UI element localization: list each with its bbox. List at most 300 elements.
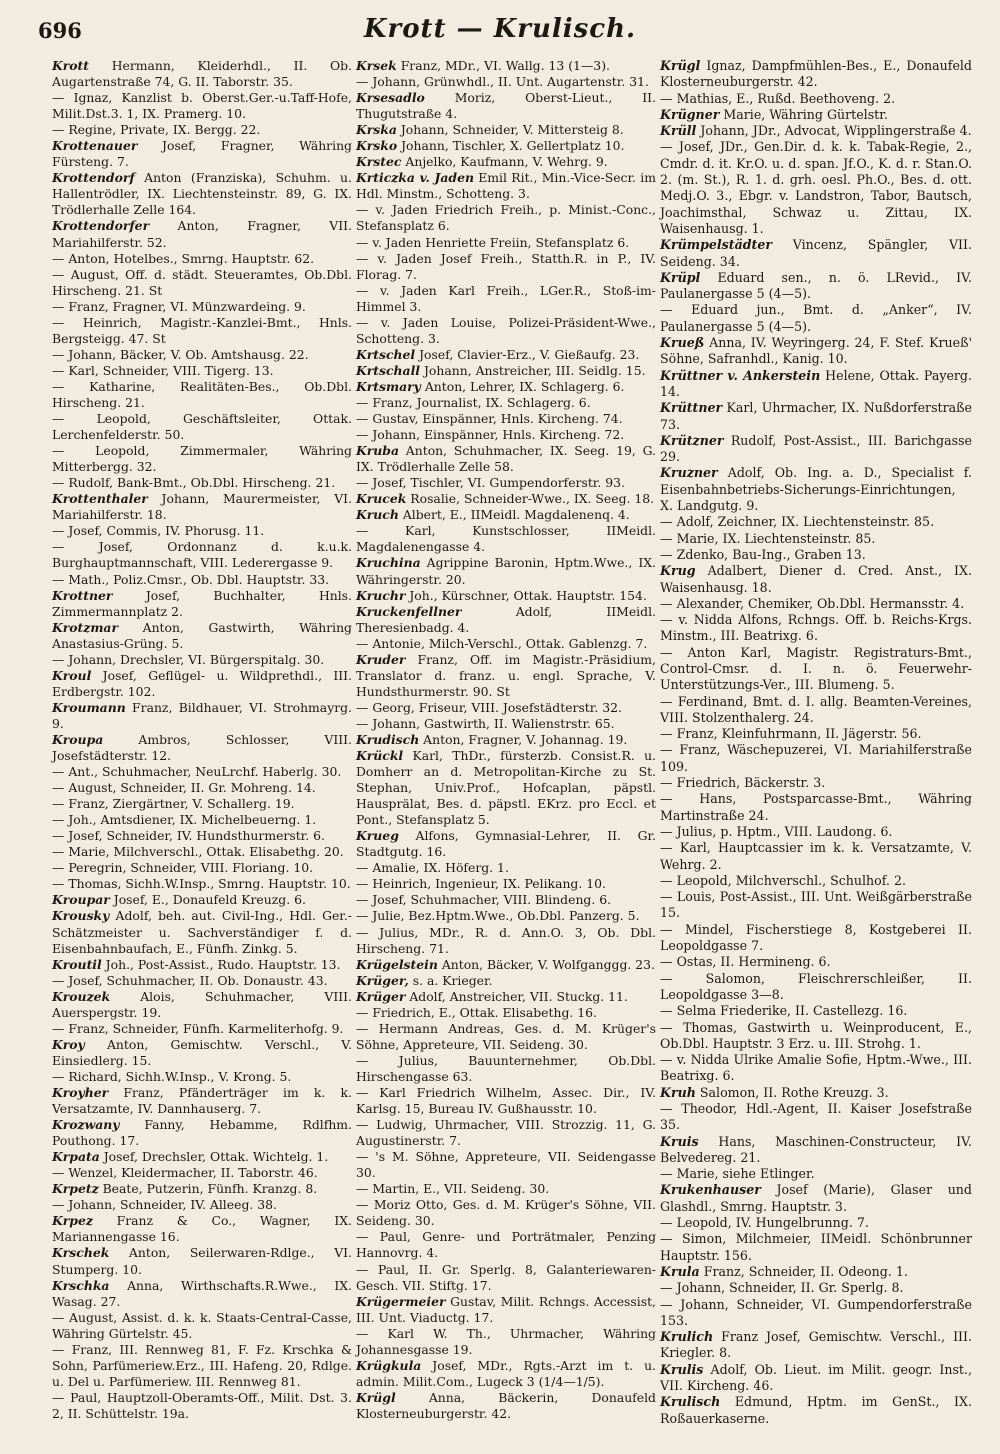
entry-details: Karl, Uhrmacher, IX. Nußdorferstraße 73.: [660, 400, 972, 432]
directory-entry: [356, 170, 656, 202]
entry-details: — Hermann Andreas, Ges. d. M. Krüger's Söhne, Appreteure, VII. Seideng. 30.: [356, 1020, 656, 1052]
directory-entry: [52, 908, 352, 956]
directory-entry: [660, 694, 972, 727]
entry-details: — Marie, Milchverschl., Ottak. Elisabethg. 20.: [52, 844, 344, 860]
column-3: [660, 58, 972, 1427]
directory-entry: [660, 873, 972, 889]
directory-entry: [52, 1390, 352, 1422]
directory-entry: [660, 596, 972, 612]
directory-entry: [52, 652, 352, 668]
entry-details: — Gustav, Einspänner, Hnls. Kircheng. 74.: [356, 411, 623, 427]
entry-details: Johann, Maurermeister, VI. Mariahilferstr. 18.: [52, 491, 352, 523]
entry-surname: Krsesadlo: [356, 90, 425, 106]
entry-details: — Thomas, Sichh.W.Insp., Smrng. Hauptstr. 10.: [52, 876, 351, 892]
directory-entry: [356, 1117, 656, 1149]
entry-details: Franz, Off. im Magistr.-Präsidium, Translator d. franz. u. engl. Sprache, V. Hundsthurmerstr. 90. St: [356, 651, 656, 699]
entry-surname: Krouzek: [52, 988, 111, 1004]
entry-surname: Krulis: [660, 1361, 704, 1377]
entry-surname: Kruba: [356, 443, 399, 459]
directory-entry: [660, 889, 972, 922]
directory-entry: [356, 828, 656, 860]
directory-entry: [52, 90, 352, 122]
entry-details: — Amalie, IX. Höferg. 1.: [356, 860, 509, 876]
directory-entry: [356, 555, 656, 587]
directory-entry: [356, 202, 656, 234]
entry-details: — Ludwig, Uhrmacher, VIII. Strozzig. 11, G. Augustinerstr. 7.: [356, 1117, 656, 1149]
directory-entry: [52, 844, 352, 860]
entry-surname: Krsko: [356, 138, 398, 154]
entry-details: — Johann, Schneider, II. Gr. Sperlg. 8.: [660, 1280, 904, 1296]
directory-entry: [52, 588, 352, 620]
entry-details: — Ferdinand, Bmt. d. I. allg. Beamten-Vereines, VIII. Stolzenthalerg. 24.: [660, 693, 972, 725]
entry-surname: Kruh: [660, 1084, 696, 1100]
entry-surname: Krucek: [356, 491, 407, 507]
directory-entry: [660, 1052, 972, 1085]
entry-details: — Johann, Drechsler, VI. Bürgerspitalg. 30.: [52, 651, 325, 667]
directory-entry: [356, 1262, 656, 1294]
directory-entry: [52, 572, 352, 588]
directory-entry: [52, 267, 352, 299]
entry-details: — Josef, Schuhmacher, II. Ob. Donaustr. 43.: [52, 972, 328, 988]
entry-surname: Krudisch: [356, 731, 420, 747]
directory-entry: [356, 925, 656, 957]
entry-surname: Krueg: [356, 828, 399, 844]
entry-details: — v. Nidda Alfons, Rchngs. Off. b. Reichs-Krgs. Minstm., III. Beatrixg. 6.: [660, 612, 972, 644]
entry-details: Josef (Marie), Glaser und Glashdl., Smrng. Hauptstr. 3.: [660, 1182, 972, 1214]
entry-surname: Krukenhauser: [660, 1182, 761, 1198]
entry-details: Emil Rit., Min.-Vice-Secr. im Hdl. Minstm., Schotteng. 3.: [356, 170, 656, 202]
entry-details: Helene, Ottak. Payerg. 14.: [660, 367, 973, 399]
entry-details: — Ostas, II. Hermineng. 6.: [660, 954, 831, 970]
directory-entry: [356, 1294, 656, 1326]
directory-entry: [660, 531, 972, 547]
directory-entry: [356, 347, 656, 363]
entry-details: — Josef, Tischler, VI. Gumpendorferstr. 93.: [356, 475, 625, 491]
entry-details: Agrippine Baronin, Hptm.Wwe., IX. Währingerstr. 20.: [356, 555, 656, 587]
directory-entry: [356, 122, 656, 138]
entry-surname: Krpez: [52, 1213, 93, 1229]
entry-details: — Karl Friedrich Wilhelm, Assec. Dir., IV. Karlsg. 15, Bureau IV. Gußhausstr. 10.: [356, 1085, 656, 1117]
entry-surname: Krotzmar: [52, 619, 118, 635]
entry-details: — Leopold, IV. Hungelbrunng. 7.: [660, 1215, 869, 1231]
entry-surname: Kroutil: [52, 956, 102, 972]
directory-entry: [660, 514, 972, 530]
directory-entry: [52, 299, 352, 315]
entry-details: Alois, Schuhmacher, VIII. Auerspergstr. 19.: [52, 988, 352, 1020]
directory-entry: [356, 443, 656, 475]
directory-entry: [52, 796, 352, 812]
directory-entry: [660, 1394, 972, 1427]
entry-surname: Krottendorfer: [52, 218, 150, 234]
directory-entry: [660, 335, 972, 368]
entry-details: — v. Jaden Friedrich Freih., p. Minist.-Conc., Stefansplatz 6.: [356, 202, 656, 234]
entry-details: — Julie, Bez.Hptm.Wwe., Ob.Dbl. Panzerg. 5.: [356, 908, 640, 924]
entry-details: — Peregrin, Schneider, VIII. Floriang. 10.: [52, 860, 314, 876]
entry-details: — Julius, Bauunternehmer, Ob.Dbl. Hirschengasse 63.: [356, 1052, 656, 1084]
entry-surname: Krüll: [660, 123, 697, 139]
entry-details: — Anton Karl, Magistr. Registraturs-Bmt., Control-Cmsr. d. I. n. ö. Feuerwehr-Unterstützungs-Ver., III. Blumeng. 5.: [660, 644, 972, 693]
entry-details: Beate, Putzerin, Fünfh. Kranzg. 8.: [102, 1181, 318, 1197]
entry-details: Franz Josef, Gemischtw. Verschl., III. Kriegler. 8.: [660, 1329, 972, 1361]
entry-details: Adolf, Anstreicher, VII. Stuckg. 11.: [409, 988, 628, 1004]
entry-surname: Krozwany: [52, 1117, 120, 1133]
entry-surname: Krottendorf: [52, 170, 135, 186]
directory-entry: [52, 523, 352, 539]
entry-surname: Krousky: [52, 908, 110, 924]
entry-details: Franz & Co., Wagner, IX. Mariannengasse 16.: [52, 1213, 352, 1245]
entry-details: — Zdenko, Bau-Ing., Graben 13.: [660, 546, 866, 562]
directory-entry: [52, 973, 352, 989]
directory-entry: [52, 475, 352, 491]
entry-details: — Heinrich, Ingenieur, IX. Pelikang. 10.: [356, 876, 606, 892]
directory-entry: [660, 1264, 972, 1280]
directory-entry: [356, 411, 656, 427]
directory-entry: [660, 1101, 972, 1134]
directory-entry: [660, 237, 972, 270]
entry-details: — Franz, Fragner, VI. Münzwardeing. 9.: [52, 298, 306, 314]
entry-details: — Julius, MDr., R. d. Ann.O. 3, Ob. Dbl. Hirscheng. 71.: [356, 924, 656, 956]
entry-details: — August, Off. d. städt. Steueramtes, Ob.Dbl. Hirscheng. 21. St: [52, 266, 352, 298]
directory-entry: [52, 1278, 352, 1310]
directory-entry: [356, 1229, 656, 1261]
entry-details: — Heinrich, Magistr.-Kanzlei-Bmt., Hnls. Bergsteigg. 47. St: [52, 314, 352, 346]
entry-details: — Josef, Schuhmacher, VIII. Blindeng. 6.: [356, 892, 612, 908]
entry-details: — Josef, Commis, IV. Phorusg. 11.: [52, 523, 265, 539]
entry-details: Franz, Schneider, II. Odeong. 1.: [703, 1263, 908, 1279]
entry-details: Josef, Geflügel- u. Wildprethdl., III. Erdbergstr. 102.: [52, 667, 352, 699]
entry-details: Albert, E., IIMeidl. Magdalenenq. 4.: [402, 507, 630, 523]
directory-entry: [52, 218, 352, 250]
entry-surname: Krtschel: [356, 346, 416, 362]
directory-entry: [356, 732, 656, 748]
entry-details: — Ant., Schuhmacher, NeuLrchf. Haberlg. 30.: [52, 764, 342, 780]
entry-details: — Johann, Schneider, VI. Gumpendorferstraße 153.: [660, 1296, 972, 1328]
entry-details: Josef, Buchhalter, Hnls. Zimmermannplatz 2.: [52, 587, 352, 619]
entry-details: — v. Jaden Josef Freih., Statth.R. in P., IV. Florag. 7.: [356, 250, 656, 282]
entry-details: Karl, ThDr., fürsterzb. Consist.R. u. Domherr an d. Metropolitan-Kirche zu St. Stephan, Univ.Prof., Hofcaplan, päpstl. Hausprälat, Bes. d. päpstl. EKrz. pro Eccl. et Pont., Stefansplatz 5.: [356, 748, 656, 828]
directory-entry: [52, 957, 352, 973]
entry-details: — Johann, Einspänner, Hnls. Kircheng. 72.: [356, 427, 625, 443]
column-1: [52, 58, 352, 1422]
entry-details: Ambros, Schlosser, VIII. Josefstädterstr. 12.: [52, 731, 352, 764]
directory-entry: [660, 612, 972, 645]
entry-surname: Krulich: [660, 1329, 714, 1345]
entry-details: — Eduard jun., Bmt. d. „Anker“, IV. Paulanergasse 5 (4—5).: [660, 302, 972, 334]
entry-surname: Krtsmary: [356, 378, 421, 394]
directory-entry: [660, 302, 972, 335]
entry-surname: Krtschall: [356, 362, 420, 378]
directory-entry: [356, 363, 656, 379]
entry-surname: Krula: [660, 1263, 700, 1279]
entry-details: — Josef, Ordonnanz d. k.u.k. Burghauptmannschaft, VIII. Lederergasse 9.: [52, 539, 352, 571]
entry-details: Franz, Pfänderträger im k. k. Versatzamte, IV. Dannhauserg. 7.: [52, 1085, 352, 1117]
entry-surname: Kroyher: [52, 1085, 109, 1100]
entry-details: — Mathias, E., Rußd. Beethoveng. 2.: [660, 90, 896, 106]
directory-entry: [52, 1165, 352, 1181]
entry-details: Hans, Maschinen-Constructeur, IV. Belvedereg. 21.: [660, 1133, 972, 1165]
entry-details: Vincenz, Spängler, VII. Seideng. 34.: [660, 237, 972, 269]
entry-details: — Karl, Schneider, VIII. Tigerg. 13.: [52, 362, 274, 378]
entry-details: — Mindel, Fischerstiege 8, Kostgeberei II. Leopoldgasse 7.: [660, 921, 972, 954]
entry-surname: Krüpl: [660, 269, 701, 285]
entry-details: Josef, Drechsler, Ottak. Wichtelg. 1.: [103, 1149, 329, 1165]
entry-surname: Krschek: [52, 1245, 110, 1261]
directory-entry: [52, 892, 352, 908]
directory-entry: [356, 892, 656, 908]
directory-entry: [52, 1069, 352, 1085]
directory-entry: [356, 957, 656, 973]
directory-entry: [52, 1197, 352, 1213]
directory-entry: [356, 235, 656, 251]
entry-details: — Johann, Bäcker, V. Ob. Amtshausg. 22.: [52, 346, 309, 362]
entry-surname: Krpetz: [52, 1181, 99, 1197]
directory-entry: [52, 443, 352, 475]
entry-details: — Hans, Postsparcasse-Bmt., Währing Martinstraße 24.: [660, 791, 972, 823]
directory-entry: [660, 1085, 972, 1101]
directory-entry: [356, 475, 656, 491]
entry-details: Franz, MDr., VI. Wallg. 13 (1—3).: [400, 58, 610, 73]
directory-entry: [52, 828, 352, 844]
directory-entry: [660, 139, 972, 237]
entry-surname: Krschka: [52, 1277, 110, 1293]
entry-surname: Krügl: [660, 58, 701, 73]
entry-surname: Kruder: [356, 651, 406, 667]
directory-entry: [660, 270, 972, 303]
entry-surname: Kroupa: [52, 731, 104, 747]
entry-details: — Karl W. Th., Uhrmacher, Währing Johannesgasse 19.: [356, 1325, 656, 1357]
entry-details: — Theodor, Hdl.-Agent, II. Kaiser Josefstraße 35.: [660, 1101, 972, 1133]
entry-details: — Anton, Hotelbes., Smrng. Hauptstr. 62.: [52, 250, 315, 266]
directory-entry: [356, 1326, 656, 1358]
entry-details: Edmund, Hptm. im GenSt., IX. Roßauerkaserne.: [660, 1394, 972, 1426]
directory-entry: [356, 1197, 656, 1229]
entry-surname: Krückl: [356, 748, 404, 764]
directory-entry: [660, 1020, 972, 1053]
entry-details: Fanny, Hebamme, Rdlfhm. Pouthong. 17.: [52, 1117, 352, 1149]
directory-entry: [356, 1149, 656, 1181]
entry-surname: Krüttner v. Ankerstein: [660, 367, 821, 383]
directory-entry: [660, 1280, 972, 1296]
entry-surname: Krska: [356, 122, 397, 138]
entry-details: — v. Jaden Louise, Polizei-Präsident-Wwe., Schotteng. 3.: [356, 314, 656, 346]
entry-details: — 's M. Söhne, Appreteure, VII. Seidengasse 30.: [356, 1149, 656, 1181]
directory-entry: [356, 1021, 656, 1053]
entry-surname: Kruch: [356, 507, 399, 523]
directory-entry: [52, 700, 352, 732]
entry-surname: Kroy: [52, 1036, 85, 1052]
directory-entry: [356, 748, 656, 828]
entry-details: — Franz, Ziergärtner, V. Schallerg. 19.: [52, 796, 295, 812]
entry-surname: Krügner: [660, 106, 720, 122]
entry-details: Josef, MDr., Rgts.-Arzt im t. u. admin. Milit.Com., Lugeck 3 (1/4—1/5).: [356, 1357, 656, 1389]
directory-entry: [356, 1085, 656, 1117]
entry-details: Adolf, Ob. Lieut. im Milit. geogr. Inst., VII. Kircheng. 46.: [660, 1361, 972, 1394]
directory-entry: [660, 1166, 972, 1182]
entry-details: — Franz, Schneider, Fünfh. Karmeliterhofg. 9.: [52, 1020, 344, 1036]
entry-details: — Franz, Kleinfuhrmann, II. Jägerstr. 56.: [660, 726, 922, 742]
directory-entry: [356, 523, 656, 555]
entry-details: Joh., Post-Assist., Rudo. Hauptstr. 13.: [105, 956, 341, 972]
entry-details: — Marie, IX. Liechtensteinstr. 85.: [660, 530, 876, 546]
directory-entry: [660, 123, 972, 139]
directory-entry: [660, 1231, 972, 1264]
directory-entry: [356, 1005, 656, 1021]
directory-entry: [52, 1037, 352, 1069]
directory-entry: [356, 395, 656, 411]
directory-entry: [52, 379, 352, 411]
entry-details: Adalbert, Diener d. Cred. Anst., IX. Waisenhausg. 18.: [660, 563, 972, 595]
entry-details: — Ignaz, Kanzlist b. Oberst.Ger.-u.Taff-Hofe, Milit.Dst.3. 1, IX. Pramerg. 10.: [52, 90, 352, 122]
directory-entry: [660, 1134, 972, 1167]
entry-surname: Krottner: [52, 587, 113, 603]
directory-entry: [356, 427, 656, 443]
directory-entry: [52, 764, 352, 780]
directory-entry: [356, 491, 656, 507]
directory-entry: [356, 908, 656, 924]
running-head: Krott — Krulisch.: [363, 14, 637, 44]
directory-entry: [356, 973, 656, 989]
entry-details: Eduard sen., n. ö. LRevid., IV. Paulanergasse 5 (4—5).: [660, 269, 972, 302]
directory-entry: [52, 1213, 352, 1245]
directory-entry: [52, 989, 352, 1021]
entry-details: Gustav, Milit. Rchngs. Accessist, III. Unt. Viaductg. 17.: [356, 1293, 656, 1325]
directory-entry: [356, 588, 656, 604]
entry-details: — Joh., Amtsdiener, IX. Michelbeuerng. 1.: [52, 812, 317, 828]
directory-entry: [356, 379, 656, 395]
directory-entry: [52, 1021, 352, 1037]
directory-entry: [52, 347, 352, 363]
directory-entry: [52, 411, 352, 443]
entry-surname: Krügermeier: [356, 1293, 446, 1309]
directory-entry: [660, 91, 972, 107]
entry-surname: Krüger: [356, 988, 406, 1004]
entry-details: Anton (Franziska), Schuhm. u. Hallentrödler, IX. Liechtensteinstr. 89, G. IX. Trödlerhalle Zelle 164.: [52, 170, 352, 218]
entry-details: — Richard, Sichh.W.Insp., V. Krong. 5.: [52, 1068, 292, 1084]
directory-entry: [660, 107, 972, 123]
entry-details: — Adolf, Zeichner, IX. Liechtensteinstr. 85.: [660, 514, 935, 530]
entry-details: Anna, Wirthschafts.R.Wwe., IX. Wasag. 27.: [52, 1277, 352, 1309]
entry-details: Adolf, IIMeidl. Theresienbadg. 4.: [356, 603, 656, 635]
entry-details: — Marie, siehe Etlinger.: [660, 1166, 815, 1182]
directory-entry: [356, 283, 656, 315]
directory-entry: [660, 465, 972, 514]
directory-entry: [356, 652, 656, 700]
directory-entry: [660, 1003, 972, 1019]
entry-details: Anton, Fragner, V. Johannag. 19.: [423, 731, 628, 747]
entry-details: — Paul, Genre- und Porträtmaler, Penzing Hannovrg. 4.: [356, 1229, 656, 1261]
directory-entry: [660, 1329, 972, 1362]
directory-entry: [356, 1053, 656, 1085]
entry-details: Johann, Schneider, V. Mittersteig 8.: [400, 122, 624, 138]
directory-entry: [52, 860, 352, 876]
directory-entry: [52, 780, 352, 796]
directory-entry: [660, 645, 972, 694]
entry-details: — Rudolf, Bank-Bmt., Ob.Dbl. Hirscheng. 21.: [52, 475, 336, 491]
directory-entry: [356, 154, 656, 170]
directory-entry: [356, 604, 656, 636]
entry-details: — Louis, Post-Assist., III. Unt. Weißgärberstraße 15.: [660, 889, 972, 921]
directory-entry: [660, 1182, 972, 1215]
entry-details: — Martin, E., VII. Seideng. 30.: [356, 1181, 550, 1197]
entry-details: — Josef, Schneider, IV. Hundsthurmerstr. 6.: [52, 828, 325, 844]
directory-entry: [52, 732, 352, 764]
directory-entry: [660, 1297, 972, 1330]
entry-details: Marie, Währing Gürtelstr.: [723, 106, 888, 122]
directory-entry: [356, 138, 656, 154]
directory-entry: [356, 90, 656, 122]
directory-entry: [52, 1085, 352, 1117]
directory-entry: [356, 1390, 656, 1422]
entry-details: — Josef, JDr., Gen.Dir. d. k. k. Tabak-Regie, 2., Cmdr. d. it. Kr.O. u. d. span. Jf.O., K. d. r. Stan.O. 2. (m. St.), R. 1. d. grh. oesl. Ph.O., Bes. d. ott. Medj.O. 3., Ebgr. v. Landstron, Tabor, Bautsch, Joachimsthal, Schwaz u. Zittau, IX. Waisenhausg. 1.: [660, 139, 972, 236]
entry-details: — Johann, Gastwirth, II. Walienstrstr. 65.: [356, 715, 615, 731]
entry-details: Moriz, Oberst-Lieut., II. Thugutstraße 4.: [356, 90, 656, 122]
entry-details: Josef, Clavier-Erz., V. Gießaufg. 23.: [419, 346, 640, 362]
entry-surname: Krüttner: [660, 400, 723, 416]
directory-entry: [52, 668, 352, 700]
entry-surname: Krott: [52, 58, 90, 73]
page-number: 696: [38, 18, 82, 43]
entry-details: — Selma Friederike, II. Castellezg. 16.: [660, 1003, 908, 1019]
directory-entry: [52, 58, 352, 90]
entry-surname: Kroumann: [52, 699, 126, 715]
directory-entry: [52, 812, 352, 828]
entry-details: Rosalie, Schneider-Wwe., IX. Seeg. 18.: [410, 491, 655, 507]
entry-surname: Krticzka v. Jaden: [356, 170, 474, 186]
directory-entry: [660, 971, 972, 1004]
directory-entry: [52, 251, 352, 267]
entry-details: Anton, Lehrer, IX. Schlagerg. 6.: [424, 378, 625, 394]
entry-surname: Krügelstein: [356, 956, 438, 972]
directory-entry: [52, 620, 352, 652]
directory-entry: [660, 58, 972, 91]
directory-entry: [356, 1358, 656, 1390]
entry-surname: Krützner: [660, 432, 724, 448]
entry-surname: Krueß: [660, 335, 705, 351]
entry-details: — Julius, p. Hptm., VIII. Laudong. 6.: [660, 823, 893, 839]
entry-details: Josef, Fragner, Währing Fürsteng. 7.: [52, 138, 352, 170]
directory-entry: [52, 1245, 352, 1277]
entry-details: Johann, JDr., Advocat, Wipplingerstraße 4.: [700, 123, 972, 139]
entry-surname: Kroupar: [52, 892, 110, 908]
directory-entry: [356, 716, 656, 732]
directory-entry: [52, 315, 352, 347]
directory-entry: [660, 954, 972, 970]
entry-surname: Krottenthaler: [52, 491, 148, 507]
entry-details: Franz, Bildhauer, VI. Strohmayrg. 9.: [52, 699, 352, 731]
directory-entry: [52, 539, 352, 571]
entry-surname: Krug: [660, 563, 696, 579]
directory-entry: [52, 876, 352, 892]
entry-details: — Moriz Otto, Ges. d. M. Krüger's Söhne, VII. Seideng. 30.: [356, 1197, 656, 1229]
entry-surname: Krüger,: [356, 972, 409, 988]
entry-details: s. a. Krieger.: [412, 972, 493, 988]
entry-details: — Leopold, Zimmermaler, Währing Mitterbergg. 32.: [52, 443, 352, 475]
entry-surname: Kruckenfellner: [356, 603, 462, 619]
directory-entry: [356, 507, 656, 523]
entry-details: — Karl, Kunstschlosser, IIMeidl. Magdalenengasse 4.: [356, 523, 656, 555]
directory-entry: [356, 74, 656, 90]
directory-entry: [660, 824, 972, 840]
directory-entry: [660, 726, 972, 742]
directory-entry: [52, 1342, 352, 1390]
entry-details: — Wenzel, Kleidermacher, II. Taborstr. 46.: [52, 1165, 318, 1181]
entry-surname: Kroul: [52, 667, 92, 683]
entry-surname: Krulisch: [660, 1394, 721, 1410]
directory-entry: [660, 547, 972, 563]
entry-surname: Krottenauer: [52, 138, 138, 154]
entry-surname: Kruchina: [356, 555, 421, 571]
entry-details: Ignaz, Dampfmühlen-Bes., E., Donaufeld Klosterneuburgerstr. 42.: [660, 58, 972, 90]
